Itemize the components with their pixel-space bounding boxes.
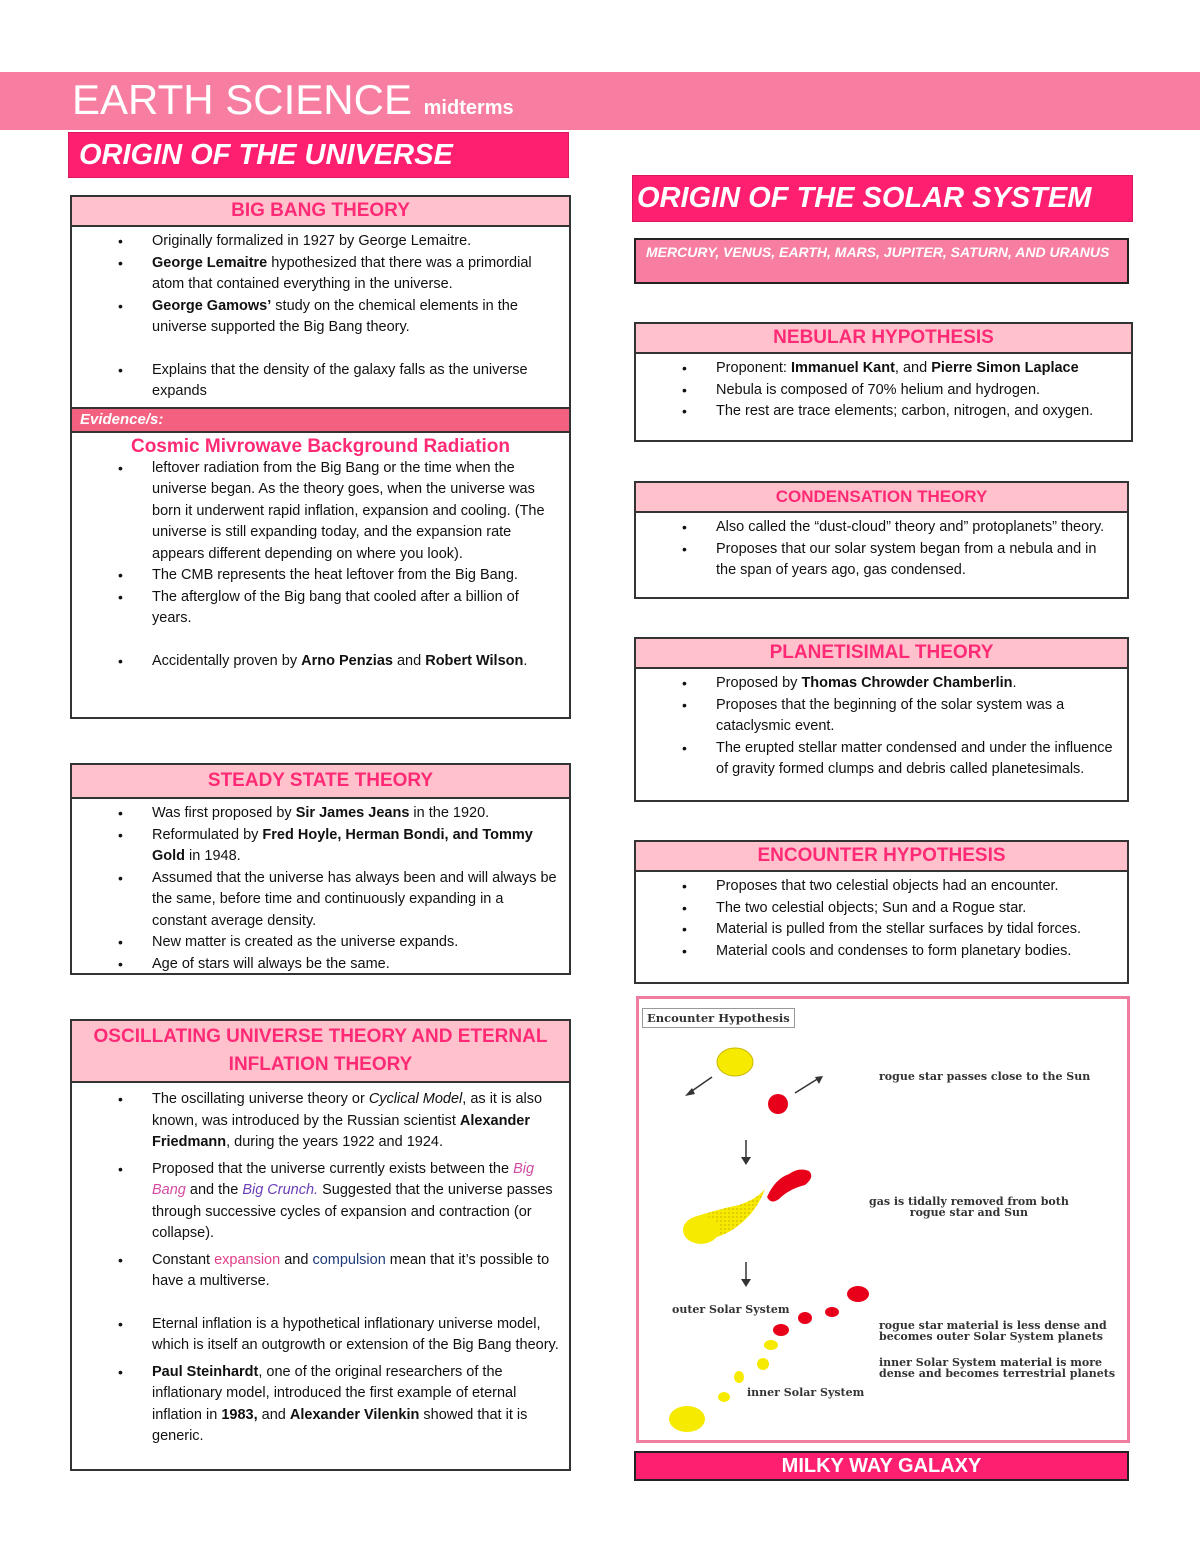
list-item: [716, 380, 1123, 402]
list-item: [716, 919, 1119, 941]
item-text: and: [392, 652, 426, 669]
item-text: Assumed that the universe has always been and will always be the same, before time and continuously expanding in a constant average density.: [152, 869, 557, 929]
planet-shape: [798, 1312, 812, 1324]
arrow-line: [795, 1078, 819, 1093]
evidence-label: Evidence/s:: [72, 407, 569, 433]
planet-shape: [847, 1286, 869, 1302]
list-item: [152, 1362, 561, 1448]
condensation-box: [634, 481, 1129, 599]
planets-text: MERCURY, VENUS, EARTH, MARS, JUPITER, SATURN, AND URANUS: [646, 244, 1110, 260]
item-italic: Cyclical Model: [368, 1091, 463, 1107]
item-text: New matter is created as the universe expands.: [152, 934, 459, 950]
section-title-solar-system: [632, 175, 1133, 222]
item-text: , as it is also known, was introduced by the Russian scientist: [152, 1091, 543, 1129]
encounter-diagram: [636, 996, 1130, 1443]
item-text: Was first proposed by: [152, 805, 296, 821]
item-text: Proposes that our solar system began from a nebula and in the span of years ago, gas condensed.: [716, 540, 1097, 578]
list-item: [152, 296, 561, 339]
item-text: Also called the “dust-cloud” theory and” protoplanets” theory.: [716, 519, 1105, 535]
condensation-list: [636, 513, 1127, 586]
big-bang-header: BIG BANG THEORY: [72, 197, 569, 227]
list-item: [152, 587, 561, 630]
list-item: [152, 825, 561, 868]
encounter-header: ENCOUNTER HYPOTHESIS: [636, 842, 1127, 872]
diagram-title: Encounter Hypothesis: [642, 1008, 795, 1028]
document-header: [0, 72, 1200, 130]
item-name: Arno Penzias: [301, 652, 393, 669]
item-text: hypothesized that there was a primordial atom that contained everything in the universe.: [152, 254, 532, 292]
item-name: Alexander Friedmann: [152, 1112, 531, 1150]
list-item: [152, 651, 561, 673]
list-item: [716, 517, 1119, 539]
item-text: showed that it is generic.: [152, 1406, 528, 1444]
title-text: EARTH SCIENCE: [72, 76, 412, 123]
item-text: The CMB represents the heat leftover from the Big Bang.: [152, 567, 518, 583]
item-text: Proposes that two celestial objects had an encounter.: [716, 878, 1059, 894]
list-item: [716, 358, 1123, 380]
item-text: Nebula is composed of 70% helium and hydrogen.: [716, 381, 1041, 398]
list-item: [152, 868, 561, 933]
item-text: and the: [185, 1182, 243, 1198]
list-item: [152, 1159, 561, 1245]
item-name: Fred Hoyle, Herman Bondi, and Tommy Gold: [152, 826, 533, 864]
item-text: and: [257, 1406, 290, 1423]
item-text: , one of the original researchers of the inflationary model, introduced the first example of eternal inflation in: [152, 1363, 517, 1423]
item-text: in the 1920.: [409, 805, 490, 821]
item-name: Paul Steinhardt: [152, 1363, 259, 1380]
list-item: [152, 1314, 561, 1357]
planet-shape: [757, 1358, 769, 1370]
sun-shape: [669, 1406, 705, 1432]
list-item: [716, 695, 1119, 738]
item-name: Alexander Vilenkin: [289, 1406, 420, 1423]
list-item: [152, 458, 561, 566]
item-text: and: [280, 1251, 313, 1268]
list-item: [716, 941, 1119, 963]
list-item: [152, 1250, 561, 1293]
oscillating-box: [70, 1019, 571, 1471]
expansion-term: expansion: [214, 1251, 281, 1268]
section-title-text: ORIGIN OF THE SOLAR SYSTEM: [637, 182, 1092, 214]
item-text: , during the years 1922 and 1924.: [226, 1134, 443, 1150]
planetesimal-header: PLANETISIMAL THEORY: [636, 639, 1127, 669]
list-item: [716, 898, 1119, 920]
big-bang-term: Big Bang: [152, 1160, 535, 1198]
item-text: in 1948.: [185, 848, 241, 864]
sun-shape: [683, 1216, 719, 1244]
list-item: [152, 360, 561, 403]
item-text: The erupted stellar matter condensed and under the influence of gravity formed clumps and debris called planetesimals.: [716, 739, 1113, 777]
steady-state-box: [70, 763, 571, 975]
list-item: [716, 738, 1119, 781]
item-name: Immanuel Kant: [790, 360, 895, 376]
item-name: Sir James Jeans: [295, 805, 410, 821]
sun-shape: [717, 1048, 753, 1076]
big-bang-box: [70, 195, 571, 719]
item-text: leftover radiation from the Big Bang or the time when the universe began. As the theory goes, when the universe was born it underwent rapid inflation, expansion and cooling. (The universe is still expanding today, and the expansion rate appears different depending on where you look).: [152, 459, 545, 562]
item-text: Explains that the density of the galaxy falls as the universe expands: [152, 361, 528, 399]
steady-state-list: [72, 799, 569, 979]
item-text: The oscillating universe theory or: [152, 1091, 369, 1107]
encounter-list: [636, 872, 1127, 966]
nebular-list: [636, 354, 1131, 427]
item-text: mean that it’s possible to have a multiverse.: [152, 1251, 550, 1289]
item-text: Age of stars will always be the same.: [152, 955, 390, 972]
rogue-gas-shape: [767, 1170, 811, 1202]
label-line: dense and becomes terrestrial planets: [879, 1367, 1116, 1380]
item-text: Suggested that the universe passes through successive cycles of expansion and contraction (or collapse).: [152, 1182, 553, 1241]
item-text: Proponent:: [716, 360, 791, 376]
item-name: Thomas Chrowder Chamberlin: [801, 675, 1013, 691]
milky-way-bar: MILKY WAY GALAXY: [634, 1451, 1129, 1481]
planetesimal-list: [636, 669, 1127, 785]
label-outer-solar-system: outer Solar System: [672, 1303, 790, 1316]
condensation-header: CONDENSATION THEORY: [636, 483, 1127, 513]
item-name: George Lemaitre: [152, 254, 268, 271]
item-text: Accidentally proven by: [152, 652, 302, 669]
steady-state-header: STEADY STATE THEORY: [72, 765, 569, 799]
list-item: [152, 932, 561, 954]
list-item: [152, 253, 561, 296]
label-inner-planets: [879, 1357, 1115, 1379]
label-gas-removed: [869, 1196, 1069, 1218]
compulsion-term: compulsion: [312, 1251, 386, 1268]
item-text: study on the chemical elements in the universe supported the Big Bang theory.: [152, 297, 518, 335]
nebular-box: [634, 322, 1133, 442]
item-text: Eternal inflation is a hypothetical inflationary universe model, which is itself an outgrowth or extension of the Big Bang theory.: [152, 1315, 559, 1353]
list-item: [716, 876, 1119, 898]
item-text: Material is pulled from the stellar surfaces by tidal forces.: [716, 921, 1082, 937]
item-name: George Gamows’: [152, 297, 272, 314]
section-title-universe: [68, 132, 569, 178]
item-text: The rest are trace elements; carbon, nitrogen, and oxygen.: [716, 403, 1094, 419]
big-crunch-term: Big Crunch.: [242, 1182, 319, 1198]
planet-shape: [773, 1324, 789, 1336]
list-item: [716, 673, 1119, 695]
list-item: [716, 401, 1123, 423]
subtitle-text: midterms: [423, 97, 514, 119]
oscillating-list: [72, 1083, 569, 1452]
item-name: Robert Wilson: [425, 652, 524, 669]
label-line: rogue star and Sun: [909, 1206, 1029, 1219]
item-text: .: [523, 652, 528, 669]
label-inner-solar-system: inner Solar System: [747, 1386, 865, 1399]
item-text: The afterglow of the Big bang that cooled after a billion of years.: [152, 588, 519, 626]
planets-bar: [634, 238, 1129, 284]
item-text: Constant: [152, 1251, 215, 1268]
item-text: Originally formalized in 1927 by George Lemaitre.: [152, 233, 472, 249]
item-text: The two celestial objects; Sun and a Rogue star.: [716, 899, 1027, 916]
list-item: [152, 954, 561, 976]
cmb-list: [72, 458, 569, 677]
label-line: rogue star material is less dense and: [879, 1319, 1107, 1332]
encounter-box: [634, 840, 1129, 984]
arrow-head: [741, 1157, 751, 1165]
list-item: [152, 803, 561, 825]
item-text: .: [1012, 675, 1017, 691]
planetesimal-box: [634, 637, 1129, 802]
item-text: Proposed that the universe currently exists between the: [152, 1160, 514, 1177]
item-text: Material cools and condenses to form planetary bodies.: [716, 942, 1072, 959]
big-bang-list: [72, 227, 569, 407]
label-line: inner Solar System material is more: [879, 1356, 1103, 1369]
planet-shape: [718, 1392, 730, 1402]
item-text: Proposes that the beginning of the solar system was a cataclysmic event.: [716, 696, 1065, 734]
item-text: Proposed by: [716, 675, 802, 691]
item-text: Reformulated by: [152, 826, 263, 843]
oscillating-header: OSCILLATING UNIVERSE THEORY AND ETERNAL INFLATION THEORY: [72, 1021, 569, 1083]
label-outer-planets: [879, 1320, 1107, 1342]
item-name: Pierre Simon Laplace: [931, 360, 1079, 376]
list-item: [152, 1089, 561, 1154]
label-line: becomes outer Solar System planets: [879, 1330, 1103, 1343]
list-item: [152, 565, 561, 587]
item-text: , and: [894, 360, 932, 376]
label-line: gas is tidally removed from both: [869, 1195, 1069, 1208]
planet-shape: [764, 1340, 778, 1350]
document-title: [72, 76, 514, 124]
arrow-head: [741, 1279, 751, 1287]
list-item: [152, 231, 561, 253]
section-title-text: ORIGIN OF THE UNIVERSE: [79, 139, 453, 171]
cmb-title: Cosmic Mivrowave Background Radiation: [130, 435, 511, 457]
item-year: 1983,: [221, 1406, 258, 1423]
rogue-star-shape: [768, 1094, 788, 1114]
planet-shape: [825, 1307, 839, 1317]
nebular-header: NEBULAR HYPOTHESIS: [636, 324, 1131, 354]
planet-shape: [734, 1371, 744, 1383]
list-item: [716, 539, 1119, 582]
label-rogue-passes: rogue star passes close to the Sun: [879, 1070, 1091, 1083]
